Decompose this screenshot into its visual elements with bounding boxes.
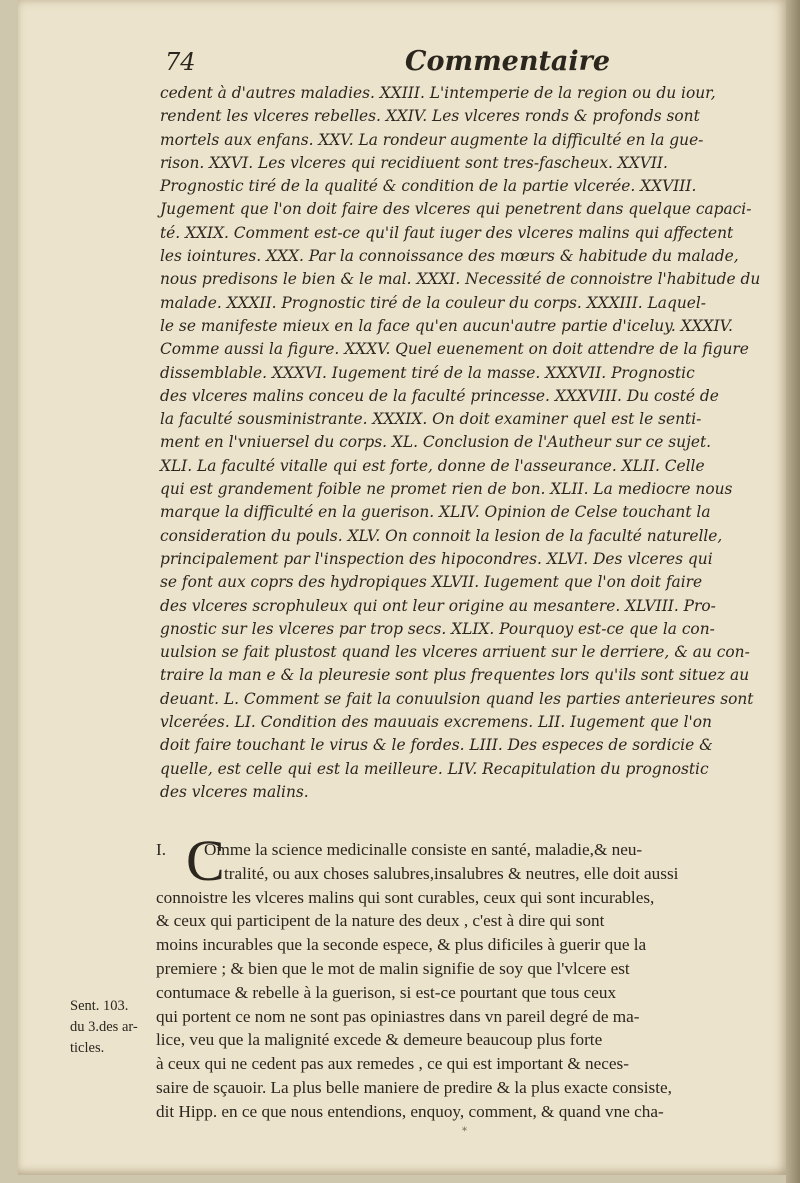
summary-line: té. XXIX. Comment est-ce qu'il faut iuger des vlceres malins qui affectent [160,223,734,242]
signature-mark: * [462,1126,467,1137]
summary-line: rison. XXVI. Les vlceres qui recidiuent sont tres-fascheux. XXVII. [160,153,668,172]
summary-line: doit faire touchant le virus & le fordes. LIII. Des especes de sordicie & [160,736,713,755]
summary-line: consideration du pouls. XLV. On connoit la lesion de la faculté naturelle, [160,526,723,545]
summary-line: quelle, est celle qui est la meilleure. LIV. Recapitulation du prognostic [160,759,709,778]
body-text [156,838,788,1124]
margin-note [70,996,155,1059]
summary-line: malade. XXXII. Prognostic tiré de la couleur du corps. XXXIII. Laquel- [160,293,706,312]
page-header [163,48,783,84]
body-line: contumace & rebelle à la guerison, si est-ce pourtant que tous ceux [156,982,617,1002]
summary-line: la faculté sousministrante. XXXIX. On doit examiner quel est le senti- [160,410,702,429]
drop-cap: C [186,828,225,893]
summary-line: mortels aux enfans. XXV. La rondeur augmente la difficulté en la gue- [160,130,704,149]
summary-line: des vlceres malins. [160,782,309,801]
summary-line: le se manifeste mieux en la face qu'en aucun'autre partie d'iceluy. XXXIV. [160,316,733,335]
summary-line: marque la difficulté en la guerison. XLIV. Opinion de Celse touchant la [160,503,711,522]
body-line-text: Omme la science medicinalle consiste en santé, maladie,& neu- [204,840,643,859]
summary-line: ment en l'vniuersel du corps. XL. Conclusion de l'Autheur sur ce sujet. [160,433,712,452]
summary-line: gnostic sur les vlceres par trop secs. XLIX. Pourquoy est-ce que la con- [160,619,715,638]
body-line: moins incurables que la seconde espece, & plus dificiles à guerir que la [156,935,647,955]
summary-line: dissemblable. XXXVI. Iugement tiré de la masse. XXXVII. Prognostic [160,363,695,382]
margin-note-line: Sent. 103. [70,998,129,1014]
body-line [156,838,788,862]
summary-line: qui est grandement foible ne promet rien de bon. XLII. La mediocre nous [160,480,733,499]
body-line: saire de sçauoir. La plus belle maniere de predire & la plus exacte consiste, [156,1077,672,1097]
summary-line: traire la man e & la pleuresie sont plus frequentes lors qu'ils sont situez au [160,666,750,685]
running-title: Commentaire [405,46,611,77]
summary-line: Jugement que l'on doit faire des vlceres qui penetrent dans quelque capaci- [160,200,752,219]
summary-line: XLI. La faculté vitalle qui est forte, donne de l'asseurance. XLII. Celle [160,456,705,475]
page-number: 74 [165,48,196,76]
body-line: premiere ; & bien que le mot de malin signifie de soy que l'vlcere est [156,958,630,978]
summary-line: uulsion se fait plustost quand les vlceres arriuent sur le derriere, & au con- [160,643,750,662]
summary-line: des vlceres scrophuleux qui ont leur origine au mesantere. XLVIII. Pro- [160,596,716,615]
body-line: dit Hipp. en ce que nous entendions, enquoy, comment, & quand vne cha- [156,1101,664,1121]
summary-line: nous predisons le bien & le mal. XXXI. Necessité de connoistre l'habitude du [160,270,761,289]
body-line: & ceux qui participent de la nature des deux , c'est à dire qui sont [156,911,605,931]
body-line: qui portent ce nom ne sont pas opiniastres dans vn pareil degré de ma- [156,1006,640,1026]
summary-line: se font aux coprs des hydropiques XLVII. Iugement que l'on doit faire [160,573,703,592]
summary-line: deuant. L. Comment se fait la conuulsion quand les parties anterieures sont [160,689,754,708]
summary-line: rendent les vlceres rebelles. XXIV. Les vlceres ronds & profonds sont [160,107,700,126]
body-line: connoistre les vlceres malins qui sont curables, ceux qui sont incurables, [156,887,655,907]
summary-line: des vlceres malins conceu de la faculté princesse. XXXVIII. Du costé de [160,386,719,405]
body-line: lice, veu que la malignité excede & demeure beaucoup plus forte [156,1030,603,1050]
margin-note-line: ticles. [70,1040,105,1056]
summary-line: les iointures. XXX. Par la connoissance des mœurs & habitude du malade, [160,247,739,266]
summary-line: vlcerées. LI. Condition des mauuais excremens. LII. Iugement que l'on [160,713,712,732]
page-edge [786,0,800,1183]
section-number: I. [156,840,167,859]
margin-note-line: du 3.des ar- [70,1019,138,1035]
summary-line: principalement par l'inspection des hipocondres. XLVI. Des vlceres qui [160,549,713,568]
summary-line: cedent à d'autres maladies. XXIII. L'intemperie de la region ou du iour, [160,84,716,102]
body-line: tralité, ou aux choses salubres,insalubres & neutres, elle doit aussi [224,863,679,883]
body-line: à ceux qui ne cedent pas aux remedes , ce qui est important & neces- [156,1054,629,1074]
chapter-summary [160,82,788,804]
summary-line: Comme aussi la figure. XXXV. Quel euenement on doit attendre de la figure [160,340,749,359]
summary-line: Prognostic tiré de la qualité & condition de la partie vlcerée. XXVIII. [160,177,697,196]
